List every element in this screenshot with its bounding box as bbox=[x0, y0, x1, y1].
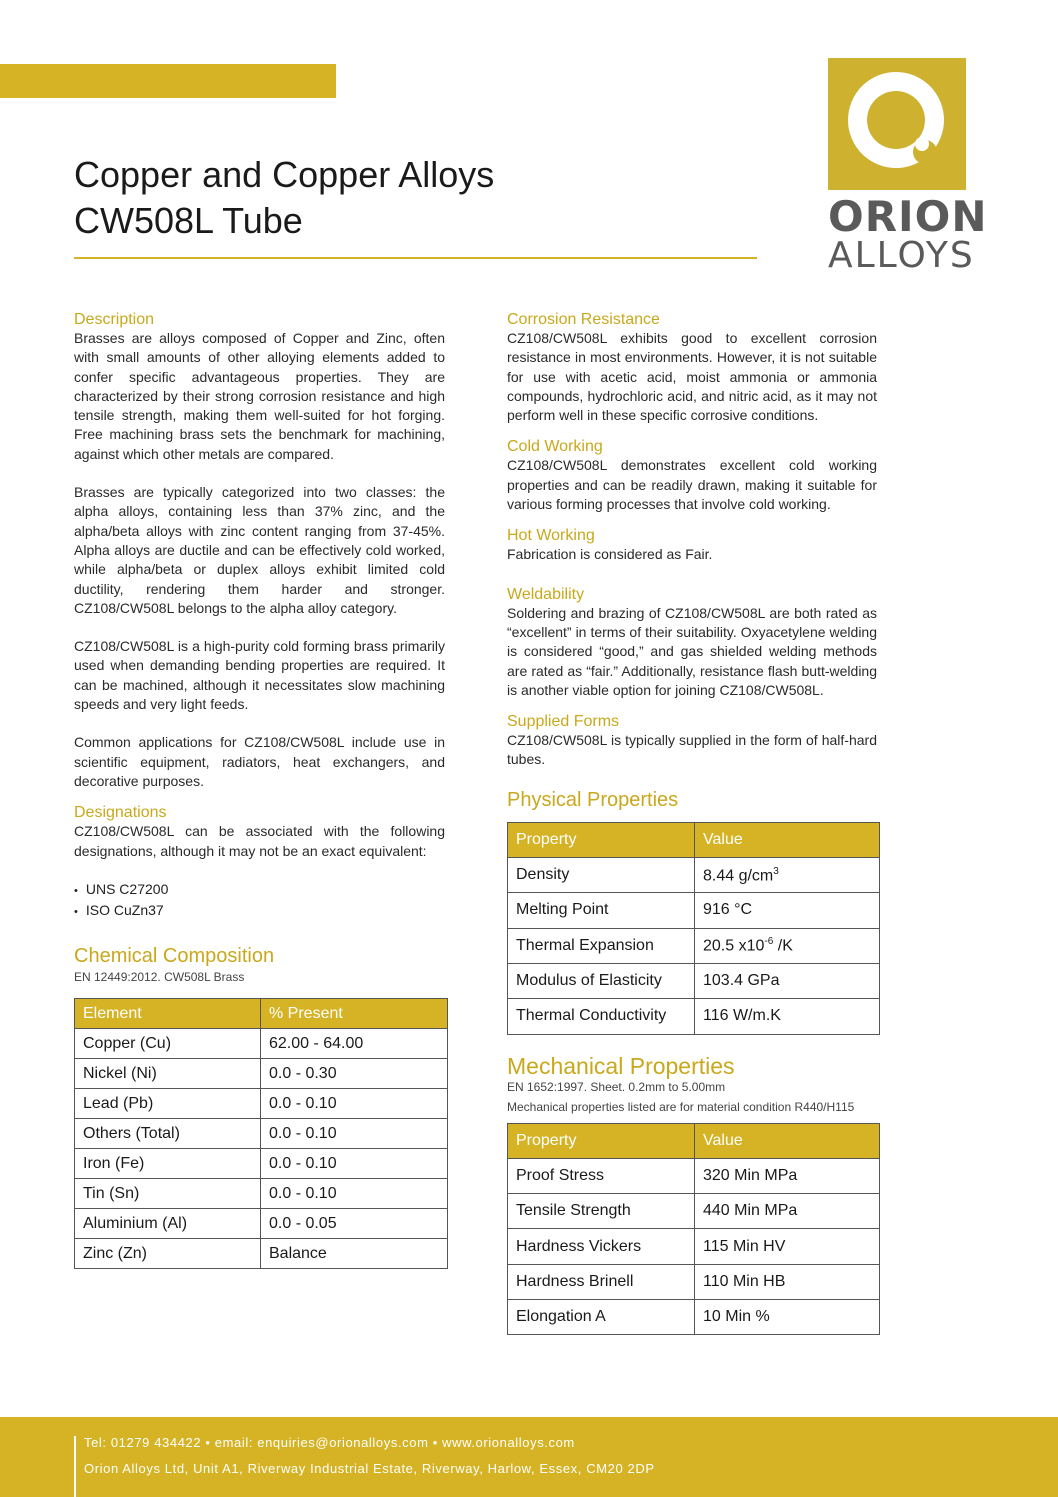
unit-text: /K bbox=[773, 937, 793, 955]
table-row bbox=[508, 1229, 880, 1264]
percent-cell: 0.0 - 0.10 bbox=[261, 1089, 448, 1119]
footer-contact: Tel: 01279 434422 • email: enquiries@orionalloys.com • www.orionalloys.com bbox=[84, 1435, 575, 1450]
physical-properties-table bbox=[507, 822, 880, 1035]
column-header: Value bbox=[695, 1123, 880, 1158]
mechanical-note: Mechanical properties listed are for material condition R440/H115 bbox=[507, 1099, 855, 1114]
element-cell: Others (Total) bbox=[75, 1119, 261, 1149]
element-cell: Aluminium (Al) bbox=[75, 1209, 261, 1239]
element-cell: Copper (Cu) bbox=[75, 1029, 261, 1059]
superscript: 3 bbox=[773, 865, 779, 877]
element-cell: Nickel (Ni) bbox=[75, 1059, 261, 1089]
weldability-heading: Weldability bbox=[507, 585, 585, 603]
column-header: Value bbox=[695, 822, 880, 857]
table-row bbox=[508, 1158, 880, 1193]
page-subtitle: CW508L Tube bbox=[74, 200, 303, 241]
value-cell: 110 Min HB bbox=[695, 1264, 880, 1299]
element-cell: Lead (Pb) bbox=[75, 1089, 261, 1119]
description-paragraph: Brasses are typically categorized into two classes: the alpha alloys, containing less than 37% zinc, and the alpha/beta alloys with zinc content ranging from 37-45%. Alpha alloys are ductile and can be effectively cold worked, while alpha/beta or duplex alloys exhibit limited cold ductility, rendering them harder and stronger. CZ108/CW508L belongs to the alpha alloy category. bbox=[74, 484, 445, 616]
table-row bbox=[75, 1179, 448, 1209]
table-row bbox=[508, 1300, 880, 1335]
table-row bbox=[75, 1149, 448, 1179]
right-column bbox=[507, 310, 877, 1335]
physical-properties-heading: Physical Properties bbox=[507, 788, 679, 811]
footer-band bbox=[0, 1417, 1058, 1497]
value-cell bbox=[695, 858, 880, 893]
mechanical-standard: EN 1652:1997. Sheet. 0.2mm to 5.00mm bbox=[507, 1079, 726, 1094]
percent-cell: 0.0 - 0.10 bbox=[261, 1179, 448, 1209]
cold-working-text: CZ108/CW508L demonstrates excellent cold working properties and can be readily drawn, making it suitable for various forming processes that involve cold working. bbox=[507, 457, 877, 513]
table-row bbox=[508, 928, 880, 963]
property-cell: Tensile Strength bbox=[508, 1194, 695, 1229]
description-paragraph: Common applications for CZ108/CW508L include use in scientific equipment, radiators, heat exchangers, and decorative purposes. bbox=[74, 734, 445, 789]
property-cell: Hardness Brinell bbox=[508, 1264, 695, 1299]
property-cell: Elongation A bbox=[508, 1300, 695, 1335]
property-cell: Proof Stress bbox=[508, 1158, 695, 1193]
value-cell bbox=[695, 999, 880, 1034]
list-item: • UNS C27200 bbox=[74, 880, 445, 901]
mechanical-properties-heading: Mechanical Properties bbox=[507, 1052, 735, 1079]
element-cell: Zinc (Zn) bbox=[75, 1239, 261, 1269]
supplied-forms-heading: Supplied Forms bbox=[507, 713, 620, 731]
cold-working-heading: Cold Working bbox=[507, 438, 603, 456]
superscript: -6 bbox=[764, 936, 774, 948]
table-row bbox=[508, 999, 880, 1034]
description-paragraph: Brasses are alloys composed of Copper and Zinc, often with small amounts of other alloying elements added to confer specific advantageous properties. They are characterized by their strong corrosion resistance and high tensile strength, making them well-suited for hot forging. Free machining brass sets the benchmark for machining, against which other metals are compared. bbox=[74, 330, 445, 462]
percent-cell: 62.00 - 64.00 bbox=[261, 1029, 448, 1059]
column-header: Element bbox=[75, 999, 261, 1029]
page-title: Copper and Copper Alloys bbox=[74, 154, 495, 195]
chemical-composition-table bbox=[74, 998, 448, 1269]
chemical-composition-heading: Chemical Composition bbox=[74, 945, 275, 968]
value-cell bbox=[695, 963, 880, 998]
table-row bbox=[508, 858, 880, 893]
element-cell: Iron (Fe) bbox=[75, 1149, 261, 1179]
value-cell bbox=[695, 893, 880, 928]
logo-word-orion: ORION bbox=[828, 192, 988, 241]
table-row bbox=[508, 893, 880, 928]
orion-alloys-logo bbox=[828, 58, 988, 276]
mechanical-properties-table bbox=[507, 1123, 880, 1336]
value-text: 116 W/m.K bbox=[703, 1007, 781, 1025]
description-paragraph: CZ108/CW508L is a high-purity cold forming brass primarily used when demanding bending properties are required. It can be machined, although it necessitates slow machining speeds and very light feeds. bbox=[74, 638, 445, 713]
value-text: 20.5 x10 bbox=[703, 937, 765, 955]
table-row bbox=[75, 1119, 448, 1149]
value-text: 8.44 g/cm bbox=[703, 866, 774, 884]
column-header: Property bbox=[508, 822, 695, 857]
table-row bbox=[508, 1194, 880, 1229]
property-cell: Hardness Vickers bbox=[508, 1229, 695, 1264]
footer-address: Orion Alloys Ltd, Unit A1, Riverway Industrial Estate, Riverway, Harlow, Essex, CM20 2DP bbox=[84, 1461, 655, 1476]
property-cell: Thermal Expansion bbox=[508, 928, 695, 963]
property-cell: Melting Point bbox=[508, 893, 695, 928]
footer-divider bbox=[74, 1436, 76, 1497]
percent-cell: Balance bbox=[261, 1239, 448, 1269]
table-row bbox=[75, 1239, 448, 1269]
percent-cell: 0.0 - 0.30 bbox=[261, 1059, 448, 1089]
top-accent-bar bbox=[0, 64, 336, 98]
table-row bbox=[75, 1209, 448, 1239]
description-heading: Description bbox=[74, 311, 155, 328]
value-cell: 10 Min % bbox=[695, 1300, 880, 1335]
left-column bbox=[74, 310, 445, 1269]
value-cell: 320 Min MPa bbox=[695, 1158, 880, 1193]
table-row bbox=[508, 963, 880, 998]
supplied-forms-text: CZ108/CW508L is typically supplied in the form of half-hard tubes. bbox=[507, 732, 877, 768]
property-cell: Thermal Conductivity bbox=[508, 999, 695, 1034]
column-header: Property bbox=[508, 1123, 695, 1158]
hot-working-text: Fabrication is considered as Fair. bbox=[507, 546, 713, 563]
chemical-standard: EN 12449:2012. CW508L Brass bbox=[74, 970, 245, 985]
designations-list bbox=[74, 880, 445, 923]
value-cell bbox=[695, 928, 880, 963]
table-header-row bbox=[508, 1123, 880, 1158]
table-row bbox=[75, 1029, 448, 1059]
list-item: • ISO CuZn37 bbox=[74, 901, 445, 922]
table-header-row bbox=[508, 822, 880, 857]
logo-q-icon bbox=[828, 58, 966, 190]
value-text: 916 °C bbox=[703, 901, 753, 919]
value-cell: 115 Min HV bbox=[695, 1229, 880, 1264]
table-row bbox=[75, 1089, 448, 1119]
corrosion-text: CZ108/CW508L exhibits good to excellent corrosion resistance in most environments. However, it is not suitable for use with acetic acid, moist ammonia or ammonia compounds, hydrochloric acid, and nitric acid, as it may not perform well in these specific corrosive conditions. bbox=[507, 330, 877, 424]
logo-mark bbox=[828, 58, 966, 190]
percent-cell: 0.0 - 0.10 bbox=[261, 1149, 448, 1179]
designations-heading: Designations bbox=[74, 804, 167, 822]
designations-text: CZ108/CW508L can be associated with the following designations, although it may not be an exact equivalent: bbox=[74, 823, 445, 859]
percent-cell: 0.0 - 0.05 bbox=[261, 1209, 448, 1239]
weldability-text: Soldering and brazing of CZ108/CW508L are both rated as “excellent” in terms of their suitability. Oxyacetylene welding is considered “good,” and gas shielded welding methods are rated as “fair.” Additionally, resistance flash butt-welding is another viable option for joining CZ108/CW508L. bbox=[507, 604, 877, 698]
table-row bbox=[508, 1264, 880, 1299]
table-header-row bbox=[75, 999, 448, 1029]
property-cell: Density bbox=[508, 858, 695, 893]
table-row bbox=[75, 1059, 448, 1089]
property-cell: Modulus of Elasticity bbox=[508, 963, 695, 998]
percent-cell: 0.0 - 0.10 bbox=[261, 1119, 448, 1149]
hot-working-heading: Hot Working bbox=[507, 527, 595, 545]
corrosion-heading: Corrosion Resistance bbox=[507, 311, 660, 328]
value-text: 103.4 GPa bbox=[703, 972, 780, 990]
title-divider bbox=[74, 257, 757, 259]
value-cell: 440 Min MPa bbox=[695, 1194, 880, 1229]
column-header: % Present bbox=[261, 999, 448, 1029]
element-cell: Tin (Sn) bbox=[75, 1179, 261, 1209]
logo-word-alloys: ALLOYS bbox=[828, 235, 975, 276]
